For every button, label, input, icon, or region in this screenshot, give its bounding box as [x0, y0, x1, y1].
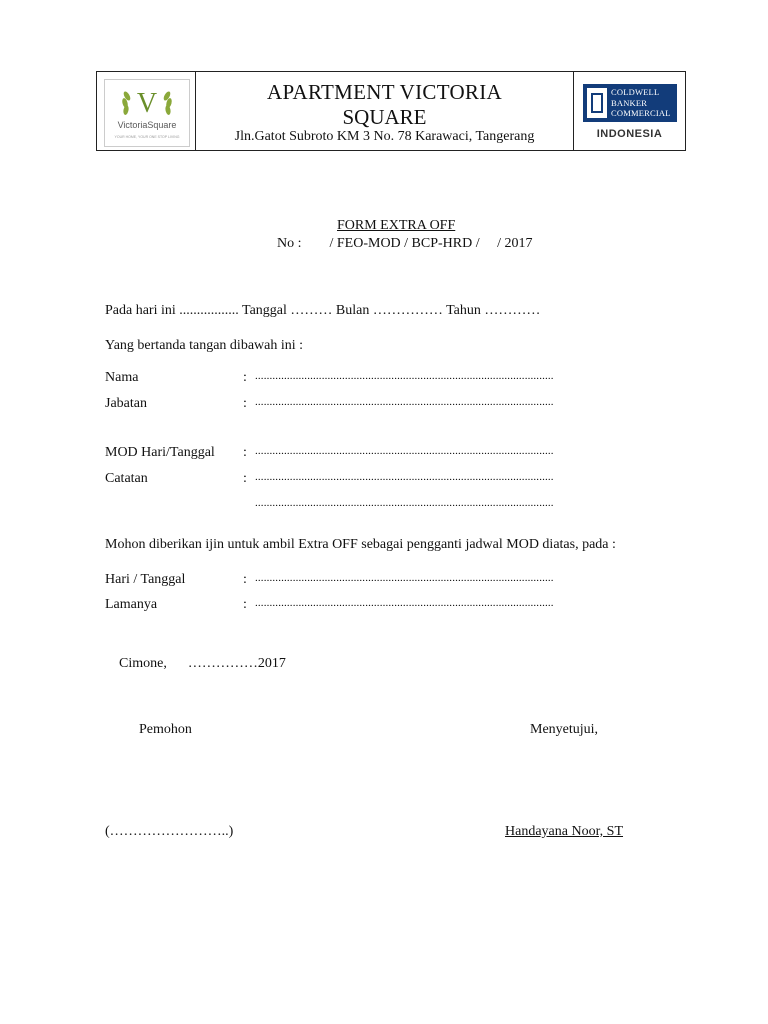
field-label: Hari / Tanggal [105, 572, 186, 587]
letterhead-left-cell [97, 72, 196, 150]
field-label: Catatan [105, 471, 148, 486]
field-dots: ....................................................................................................... [255, 471, 554, 483]
form-number: No : / FEO-MOD / BCP-HRD / / 2017 [277, 236, 533, 251]
field-label: MOD Hari/Tanggal [105, 445, 215, 460]
field-colon: : [243, 471, 247, 486]
intro-text: Yang bertanda tangan dibawah ini : [105, 338, 304, 353]
field-dots: ....................................................................................................... [255, 396, 554, 408]
field-colon: : [243, 396, 247, 411]
applicant-signature-line[interactable]: (……………………..) [105, 824, 234, 839]
letterhead-title-cell [195, 72, 574, 150]
coldwell-banker-text: COLDWELL BANKER COMMERCIAL [611, 87, 671, 118]
letterhead-right-cell [573, 72, 685, 150]
catatan-extra-line[interactable]: ....................................................................................................... [255, 497, 554, 509]
request-text: Mohon diberikan ijin untuk ambil Extra OFF sebagai pengganti jadwal MOD diatas, pada : [105, 537, 616, 552]
form-title: FORM EXTRA OFF [337, 218, 456, 233]
field-label: Nama [105, 370, 139, 385]
field-colon: : [243, 597, 247, 612]
date-line: Pada hari ini ................. Tanggal ……… Bulan …………… Tahun ………… [105, 303, 541, 318]
place-date: Cimone, ……………2017 [119, 656, 286, 671]
victoria-square-logo [104, 79, 190, 147]
coldwell-banker-logo [583, 84, 677, 122]
logo-country: INDONESIA [596, 128, 663, 140]
coldwell-banker-icon [587, 88, 607, 118]
company-title-line2: SQUARE [342, 105, 427, 129]
applicant-label: Pemohon [139, 722, 192, 737]
field-dots: ....................................................................................................... [255, 445, 554, 457]
field-dots: ....................................................................................................... [255, 572, 554, 584]
field-dots: ....................................................................................................... [255, 370, 554, 382]
company-title-line1: APARTMENT VICTORIA [267, 80, 502, 104]
field-colon: : [243, 370, 247, 385]
approver-label: Menyetujui, [530, 722, 599, 737]
field-label: Jabatan [105, 396, 147, 411]
logo-name: VictoriaSquare [117, 120, 177, 130]
approver-name: Handayana Noor, ST [505, 824, 624, 839]
logo-tagline: YOUR HOME, YOUR ONE STOP LIVING [114, 135, 180, 139]
logo-mark: V [136, 88, 158, 119]
field-label: Lamanya [105, 597, 158, 612]
field-colon: : [243, 445, 247, 460]
field-dots: ....................................................................................................... [255, 597, 554, 609]
letterhead [96, 71, 686, 151]
company-address: Jln.Gatot Subroto KM 3 No. 78 Karawaci, Tangerang [234, 129, 535, 144]
field-colon: : [243, 572, 247, 587]
